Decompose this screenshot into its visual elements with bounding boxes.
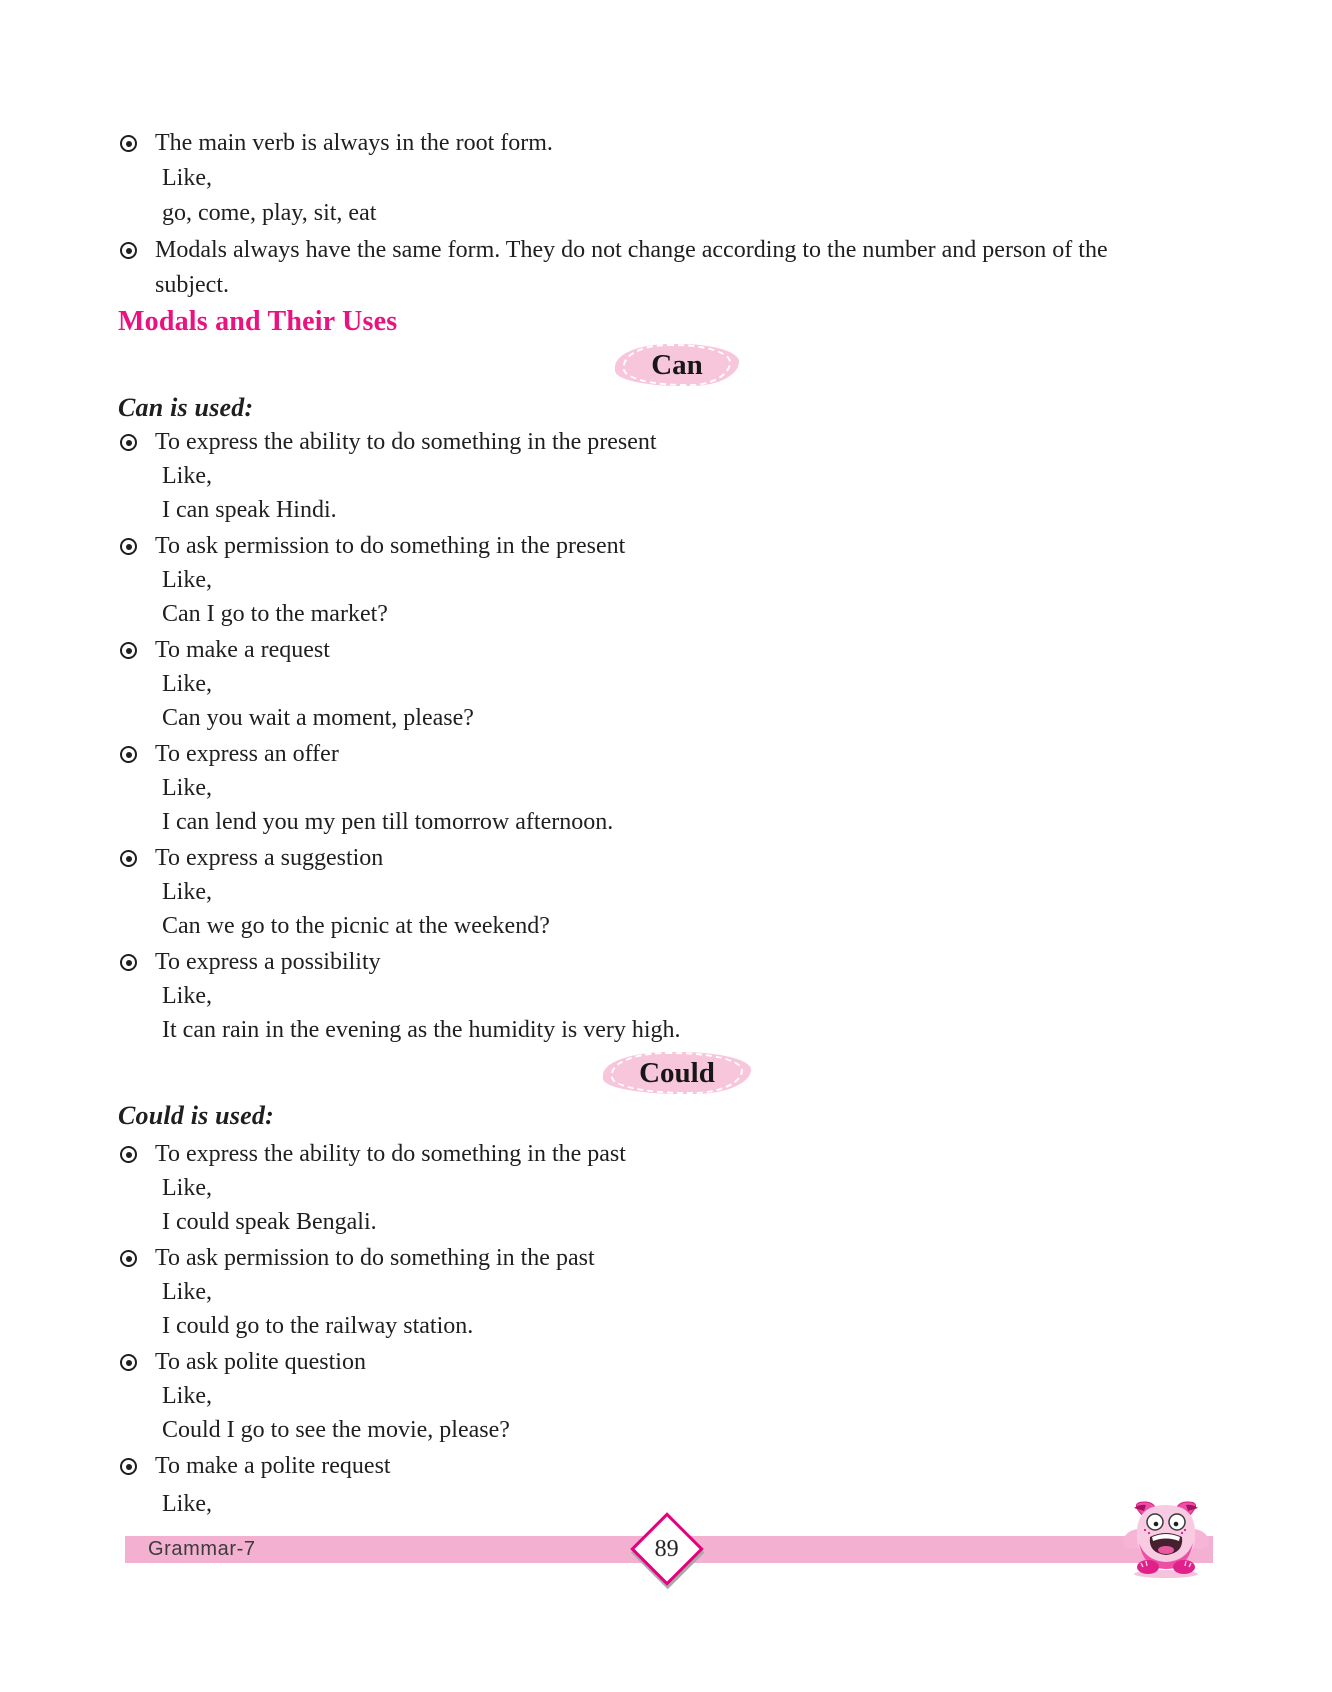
could-list [118,1137,1236,1521]
could-badge [603,1052,751,1094]
can-subheading: Can is used: [118,393,254,422]
target-bullet-icon [120,135,137,152]
page-number-diamond [630,1512,704,1586]
usage-text: To make a request [155,637,330,663]
can-badge-label: Can [623,344,731,386]
list-item [118,425,1236,527]
like-label: Like, [162,1383,212,1409]
example-text: I could speak Bengali. [162,1209,377,1235]
usage-text: To ask permission to do something in the past [155,1245,595,1271]
target-bullet-icon [120,642,137,659]
like-label: Like, [162,879,212,905]
scared-monster-mascot-image [1122,1497,1210,1579]
usage-text: To express the ability to do something in the present [155,429,657,455]
list-item [118,633,1236,735]
intro-list [118,126,1236,303]
list-item [118,1241,1236,1343]
like-label: Like, [162,1175,212,1201]
example-text: Can I go to the market? [162,601,388,627]
list-item [118,1137,1236,1239]
list-item [118,529,1236,631]
target-bullet-icon [120,954,137,971]
section-heading: Modals and Their Uses [118,306,398,337]
list-item [118,945,1236,1047]
like-label: Like, [162,1491,212,1517]
can-list [118,425,1236,1047]
list-item [118,233,1236,303]
usage-text: To make a polite request [155,1453,391,1479]
example-text: Could I go to see the movie, please? [162,1417,510,1443]
book-title: Grammar-7 [148,1538,256,1560]
like-label: Like, [162,463,212,489]
example-text: go, come, play, sit, eat [162,200,377,226]
target-bullet-icon [120,1146,137,1163]
target-bullet-icon [120,538,137,555]
list-item [118,841,1236,943]
usage-text: To express an offer [155,741,339,767]
like-label: Like, [162,165,212,191]
example-text: Can you wait a moment, please? [162,705,474,731]
rule-text: The main verb is always in the root form. [155,130,553,156]
target-bullet-icon [120,1354,137,1371]
target-bullet-icon [120,1250,137,1267]
list-item [118,126,1236,231]
usage-text: To express the ability to do something in the past [155,1141,626,1167]
example-text: I can lend you my pen till tomorrow afternoon. [162,809,614,835]
like-label: Like, [162,983,212,1009]
usage-text: To ask polite question [155,1349,366,1375]
target-bullet-icon [120,434,137,451]
could-subheading: Could is used: [118,1101,274,1130]
like-label: Like, [162,567,212,593]
rule-text: Modals always have the same form. They do not change according to the number and person of the subject. [155,237,1108,298]
target-bullet-icon [120,850,137,867]
usage-text: To ask permission to do something in the present [155,533,626,559]
like-label: Like, [162,1279,212,1305]
like-label: Like, [162,671,212,697]
example-text: I can speak Hindi. [162,497,337,523]
target-bullet-icon [120,746,137,763]
could-badge-label: Could [611,1052,743,1094]
usage-text: To express a possibility [155,949,381,975]
can-badge [615,344,739,386]
usage-text: To express a suggestion [155,845,384,871]
target-bullet-icon [120,1458,137,1475]
example-text: Can we go to the picnic at the weekend? [162,913,550,939]
target-bullet-icon [120,242,137,259]
list-item [118,737,1236,839]
example-text: I could go to the railway station. [162,1313,474,1339]
example-text: It can rain in the evening as the humidity is very high. [162,1017,681,1043]
list-item [118,1449,1236,1521]
page-number: 89 [655,1535,679,1562]
like-label: Like, [162,775,212,801]
list-item [118,1345,1236,1447]
